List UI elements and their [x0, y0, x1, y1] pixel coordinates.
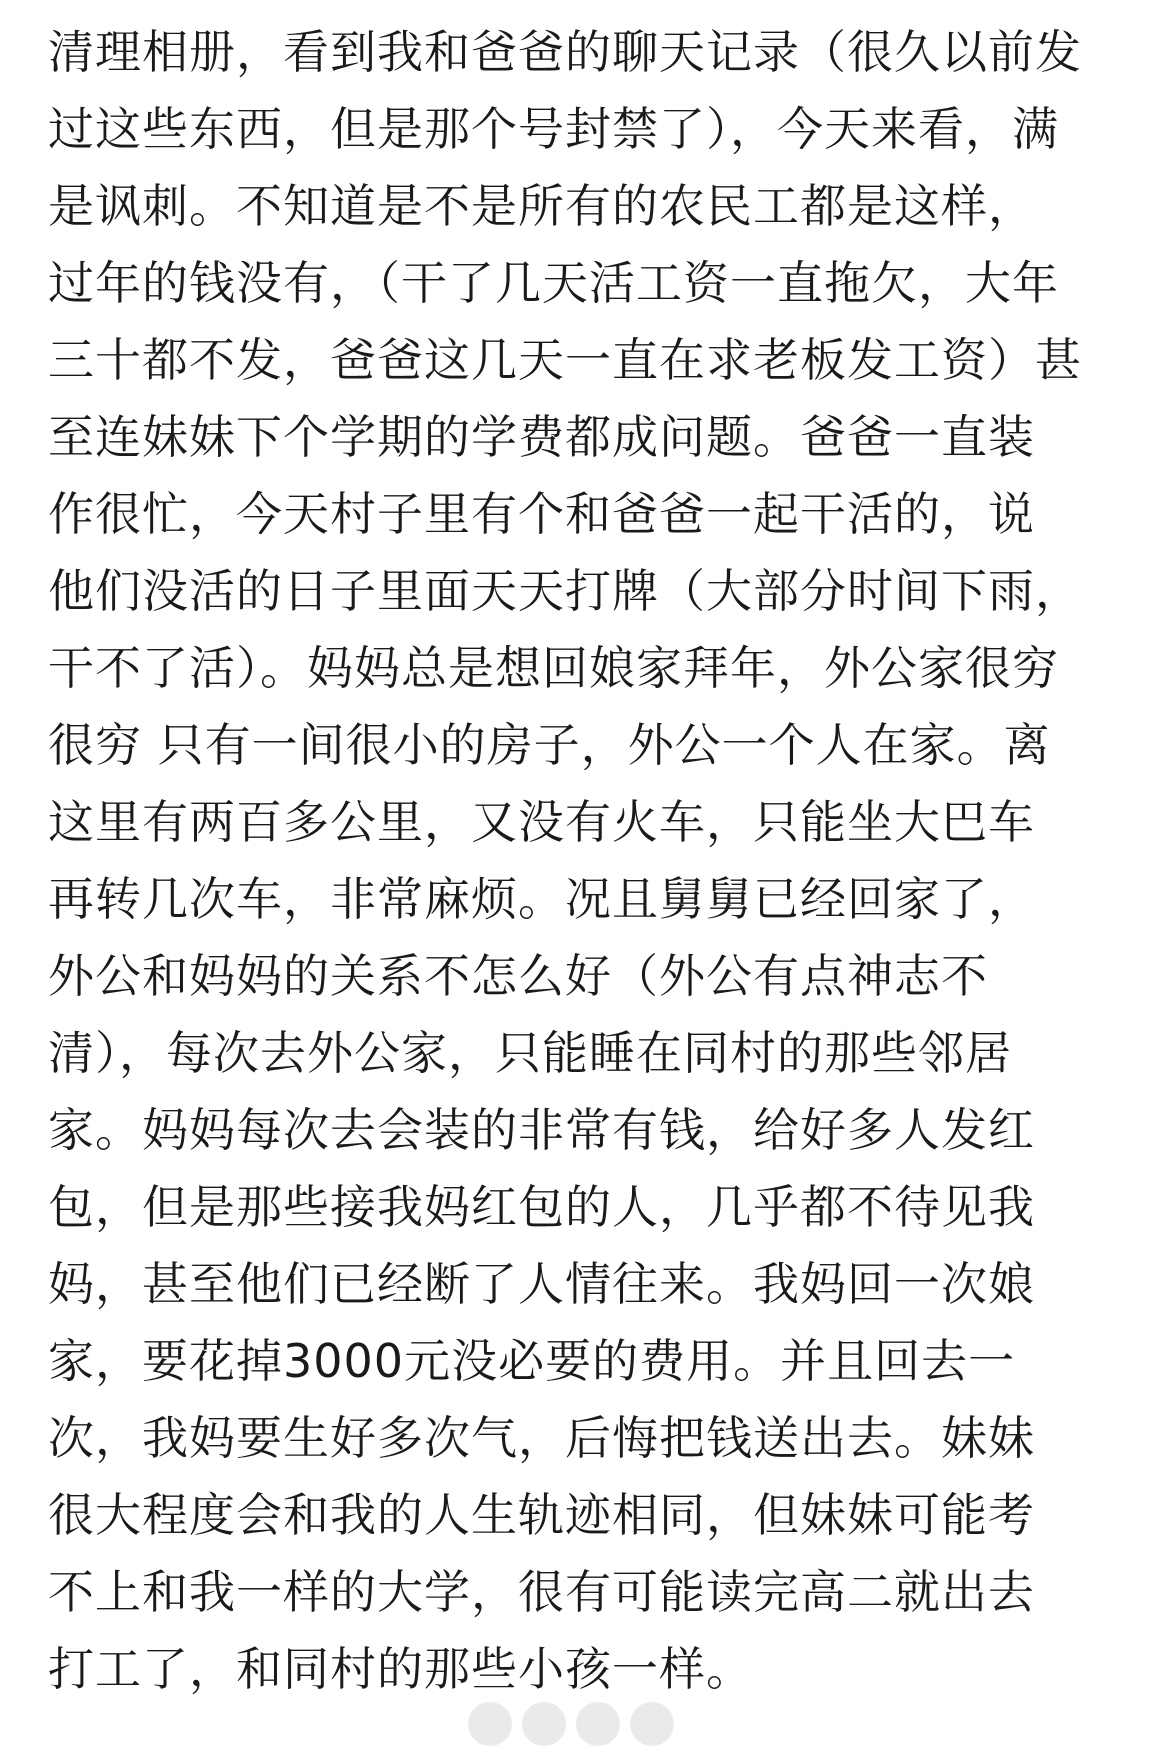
post-line: 外公和妈妈的关系不怎么好（外公有点神志不: [48, 949, 988, 1003]
post-line: 妈，甚至他们已经断了人情往来。我妈回一次娘: [48, 1257, 1035, 1311]
watermark-dot: [576, 1702, 620, 1746]
post-line: 不上和我一样的大学，很有可能读完高二就出去: [48, 1565, 1035, 1619]
watermark-dot: [468, 1702, 512, 1746]
watermark: [468, 1702, 674, 1746]
post-line: 家。妈妈每次去会装的非常有钱，给好多人发红: [48, 1103, 1035, 1157]
post-body: [48, 14, 1148, 1708]
post-line: 过年的钱没有，（干了几天活工资一直拖欠，大年: [48, 256, 1059, 310]
watermark-dot: [522, 1702, 566, 1746]
post-line: 很大程度会和我的人生轨迹相同，但妹妹可能考: [48, 1488, 1035, 1542]
post-line: 次，我妈要生好多次气，后悔把钱送出去。妹妹: [48, 1411, 1035, 1465]
post-line: 打工了，和同村的那些小孩一样。: [48, 1642, 753, 1696]
watermark-dot: [630, 1702, 674, 1746]
post-line: 再转几次车，非常麻烦。况且舅舅已经回家了，: [48, 872, 1035, 926]
post-line: 清理相册，看到我和爸爸的聊天记录（很久以前发: [48, 25, 1082, 79]
post-line: 过这些东西，但是那个号封禁了），今天来看，满: [48, 102, 1059, 156]
post-line: 包，但是那些接我妈红包的人，几乎都不待见我: [48, 1180, 1035, 1234]
post-line: 干不了活）。妈妈总是想回娘家拜年，外公家很穷: [48, 641, 1059, 695]
post-line: 三十都不发，爸爸这几天一直在求老板发工资）甚: [48, 333, 1082, 387]
post-line: 很穷 只有一间很小的房子，外公一个人在家。离: [48, 718, 1051, 772]
post-line: 他们没活的日子里面天天打牌（大部分时间下雨，: [48, 564, 1082, 618]
post-line: 清），每次去外公家，只能睡在同村的那些邻居: [48, 1026, 1012, 1080]
post-line: 家，要花掉3000元没必要的费用。并且回去一: [48, 1334, 1016, 1388]
post-line: 这里有两百多公里，又没有火车，只能坐大巴车: [48, 795, 1035, 849]
post-line: 作很忙，今天村子里有个和爸爸一起干活的，说: [48, 487, 1035, 541]
post-line: 至连妹妹下个学期的学费都成问题。爸爸一直装: [48, 410, 1035, 464]
post-line: 是讽刺。不知道是不是所有的农民工都是这样，: [48, 179, 1035, 233]
